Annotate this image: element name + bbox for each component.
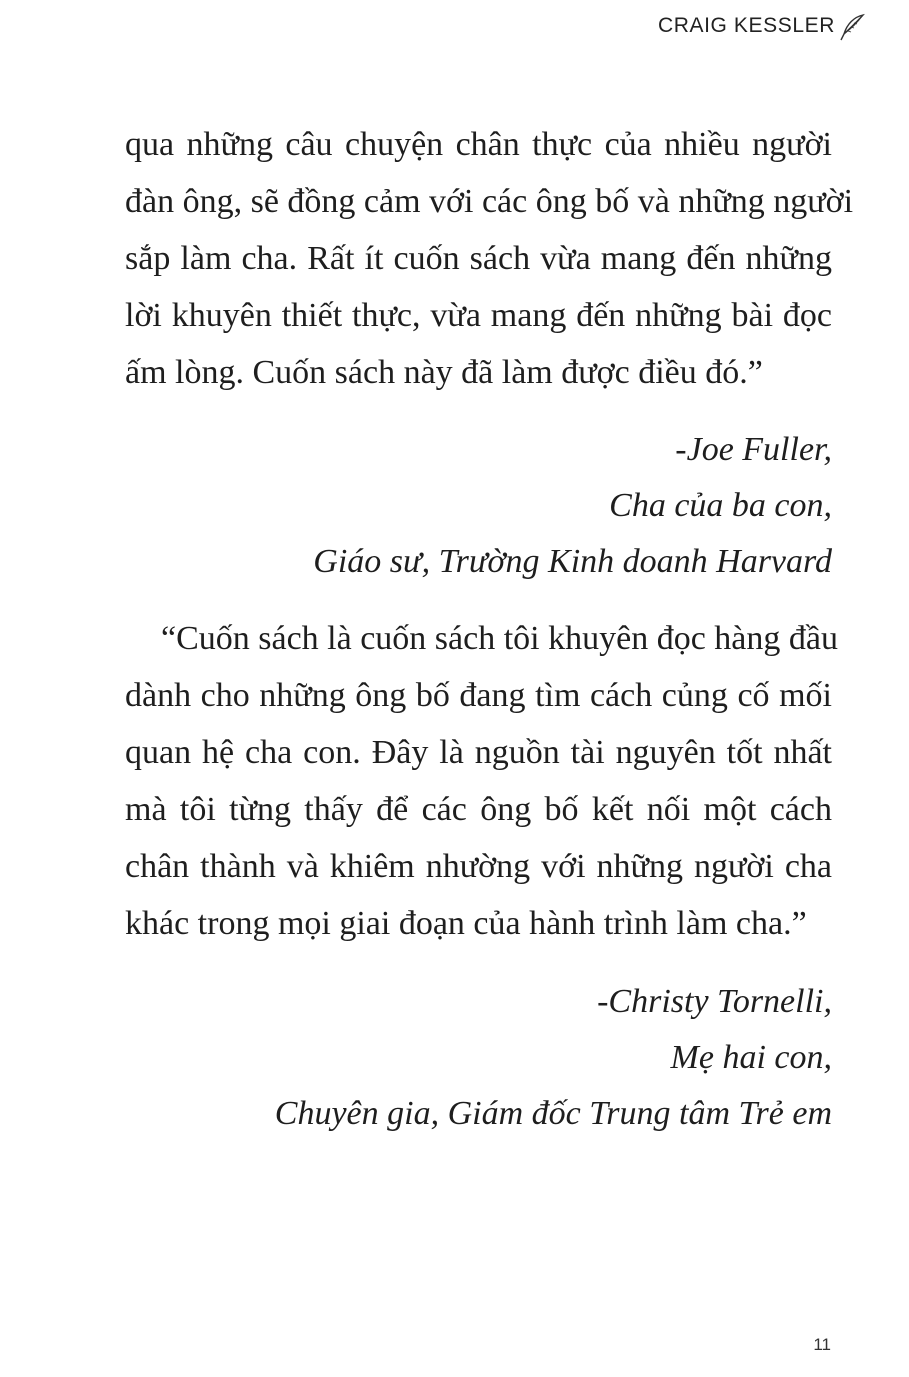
text-line: ấm lòng. Cuốn sách này đã làm được điều đó.” <box>125 354 763 391</box>
text-line: khác trong mọi giai đoạn của hành trình làm cha.” <box>125 905 807 942</box>
attribution-name: -Joe Fuller, <box>675 431 832 468</box>
running-header <box>658 14 835 38</box>
attribution-name: -Christy Tornelli, <box>597 983 832 1020</box>
text-line: qua những câu chuyện chân thực của nhiều người <box>125 126 832 163</box>
text-line: lời khuyên thiết thực, vừa mang đến những bài đọc <box>125 297 832 334</box>
attribution-role: Mẹ hai con, <box>670 1039 832 1076</box>
attribution-title: Giáo sư, Trường Kinh doanh Harvard <box>313 543 832 580</box>
text-line: mà tôi từng thấy để các ông bố kết nối một cách <box>125 791 832 828</box>
text-line: chân thành và khiêm nhường với những người cha <box>125 848 832 885</box>
attribution-1 <box>313 422 832 590</box>
attribution-2 <box>275 974 832 1142</box>
quote-paragraph-1 <box>125 116 854 401</box>
text-line: “Cuốn sách là cuốn sách tôi khuyên đọc hàng đầu <box>161 620 838 657</box>
text-line: dành cho những ông bố đang tìm cách củng cố mối <box>125 677 832 714</box>
quote-paragraph-2 <box>125 610 838 952</box>
attribution-role: Cha của ba con, <box>609 487 832 524</box>
quill-icon <box>839 12 867 42</box>
text-line: đàn ông, sẽ đồng cảm với các ông bố và những người <box>125 183 854 220</box>
text-line: quan hệ cha con. Đây là nguồn tài nguyên tốt nhất <box>125 734 832 771</box>
attribution-title: Chuyên gia, Giám đốc Trung tâm Trẻ em <box>274 1095 832 1132</box>
author-name: CRAIG KESSLER <box>657 14 835 37</box>
page-number: 11 <box>813 1335 831 1354</box>
text-line: sắp làm cha. Rất ít cuốn sách vừa mang đến những <box>125 240 832 277</box>
